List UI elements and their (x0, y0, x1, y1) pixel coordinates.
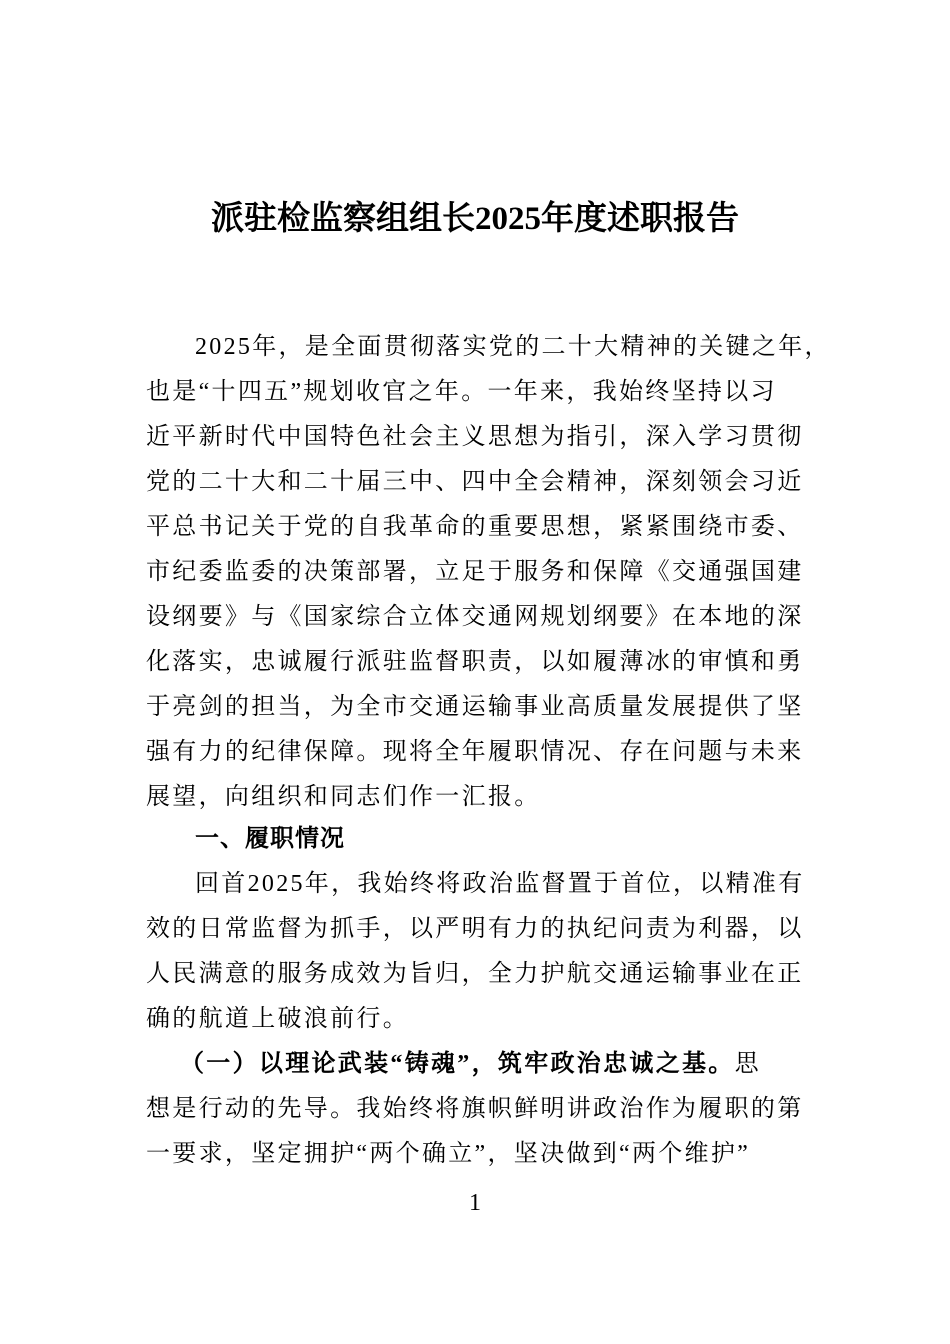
text-line: 一要求，坚定拥护“两个确立”，坚决做到“两个维护” (146, 1141, 751, 1167)
text-line: 强有力的纪律保障。现将全年履职情况、存在问题与未来 (146, 739, 804, 765)
text-line: 确的航道上破浪前行。 (146, 1006, 409, 1032)
text-line: 于亮剑的担当，为全市交通运输事业高质量发展提供了坚 (146, 694, 804, 720)
text-line: 党的二十大和二十届三中、四中全会精神，深刻领会习近 (146, 469, 804, 495)
text-line: 2025年，是全面贯彻落实党的二十大精神的关键之年， (195, 334, 831, 360)
subsection-line (180, 1049, 761, 1079)
subsection-heading: （一）以理论武装“铸魂”，筑牢政治忠诚之基。 (180, 1051, 735, 1077)
text-line: 也是“十四五”规划收官之年。一年来，我始终坚持以习 (146, 379, 777, 405)
section-heading: 一、履职情况 (195, 826, 345, 852)
page-number: 1 (469, 1190, 481, 1216)
text-line: 近平新时代中国特色社会主义思想为指引，深入学习贯彻 (146, 424, 804, 450)
document-title: 派驻检监察组组长2025年度述职报告 (211, 201, 739, 237)
text-line: 市纪委监委的决策部署，立足于服务和保障《交通强国建 (146, 559, 804, 585)
text-line: 思 (734, 1051, 761, 1077)
text-line: 平总书记关于党的自我革命的重要思想，紧紧围绕市委、 (146, 514, 804, 540)
text-line: 想是行动的先导。我始终将旗帜鲜明讲政治作为履职的第 (146, 1096, 804, 1122)
text-line: 化落实，忠诚履行派驻监督职责，以如履薄冰的审慎和勇 (146, 649, 804, 675)
text-line: 展望，向组织和同志们作一汇报。 (146, 784, 541, 810)
text-line: 回首2025年，我始终将政治监督置于首位，以精准有 (195, 871, 805, 897)
text-line: 设纲要》与《国家综合立体交通网规划纲要》在本地的深 (146, 604, 804, 630)
text-line: 人民满意的服务成效为旨归，全力护航交通运输事业在正 (146, 961, 804, 987)
text-line: 效的日常监督为抓手，以严明有力的执纪问责为利器，以 (146, 916, 804, 942)
